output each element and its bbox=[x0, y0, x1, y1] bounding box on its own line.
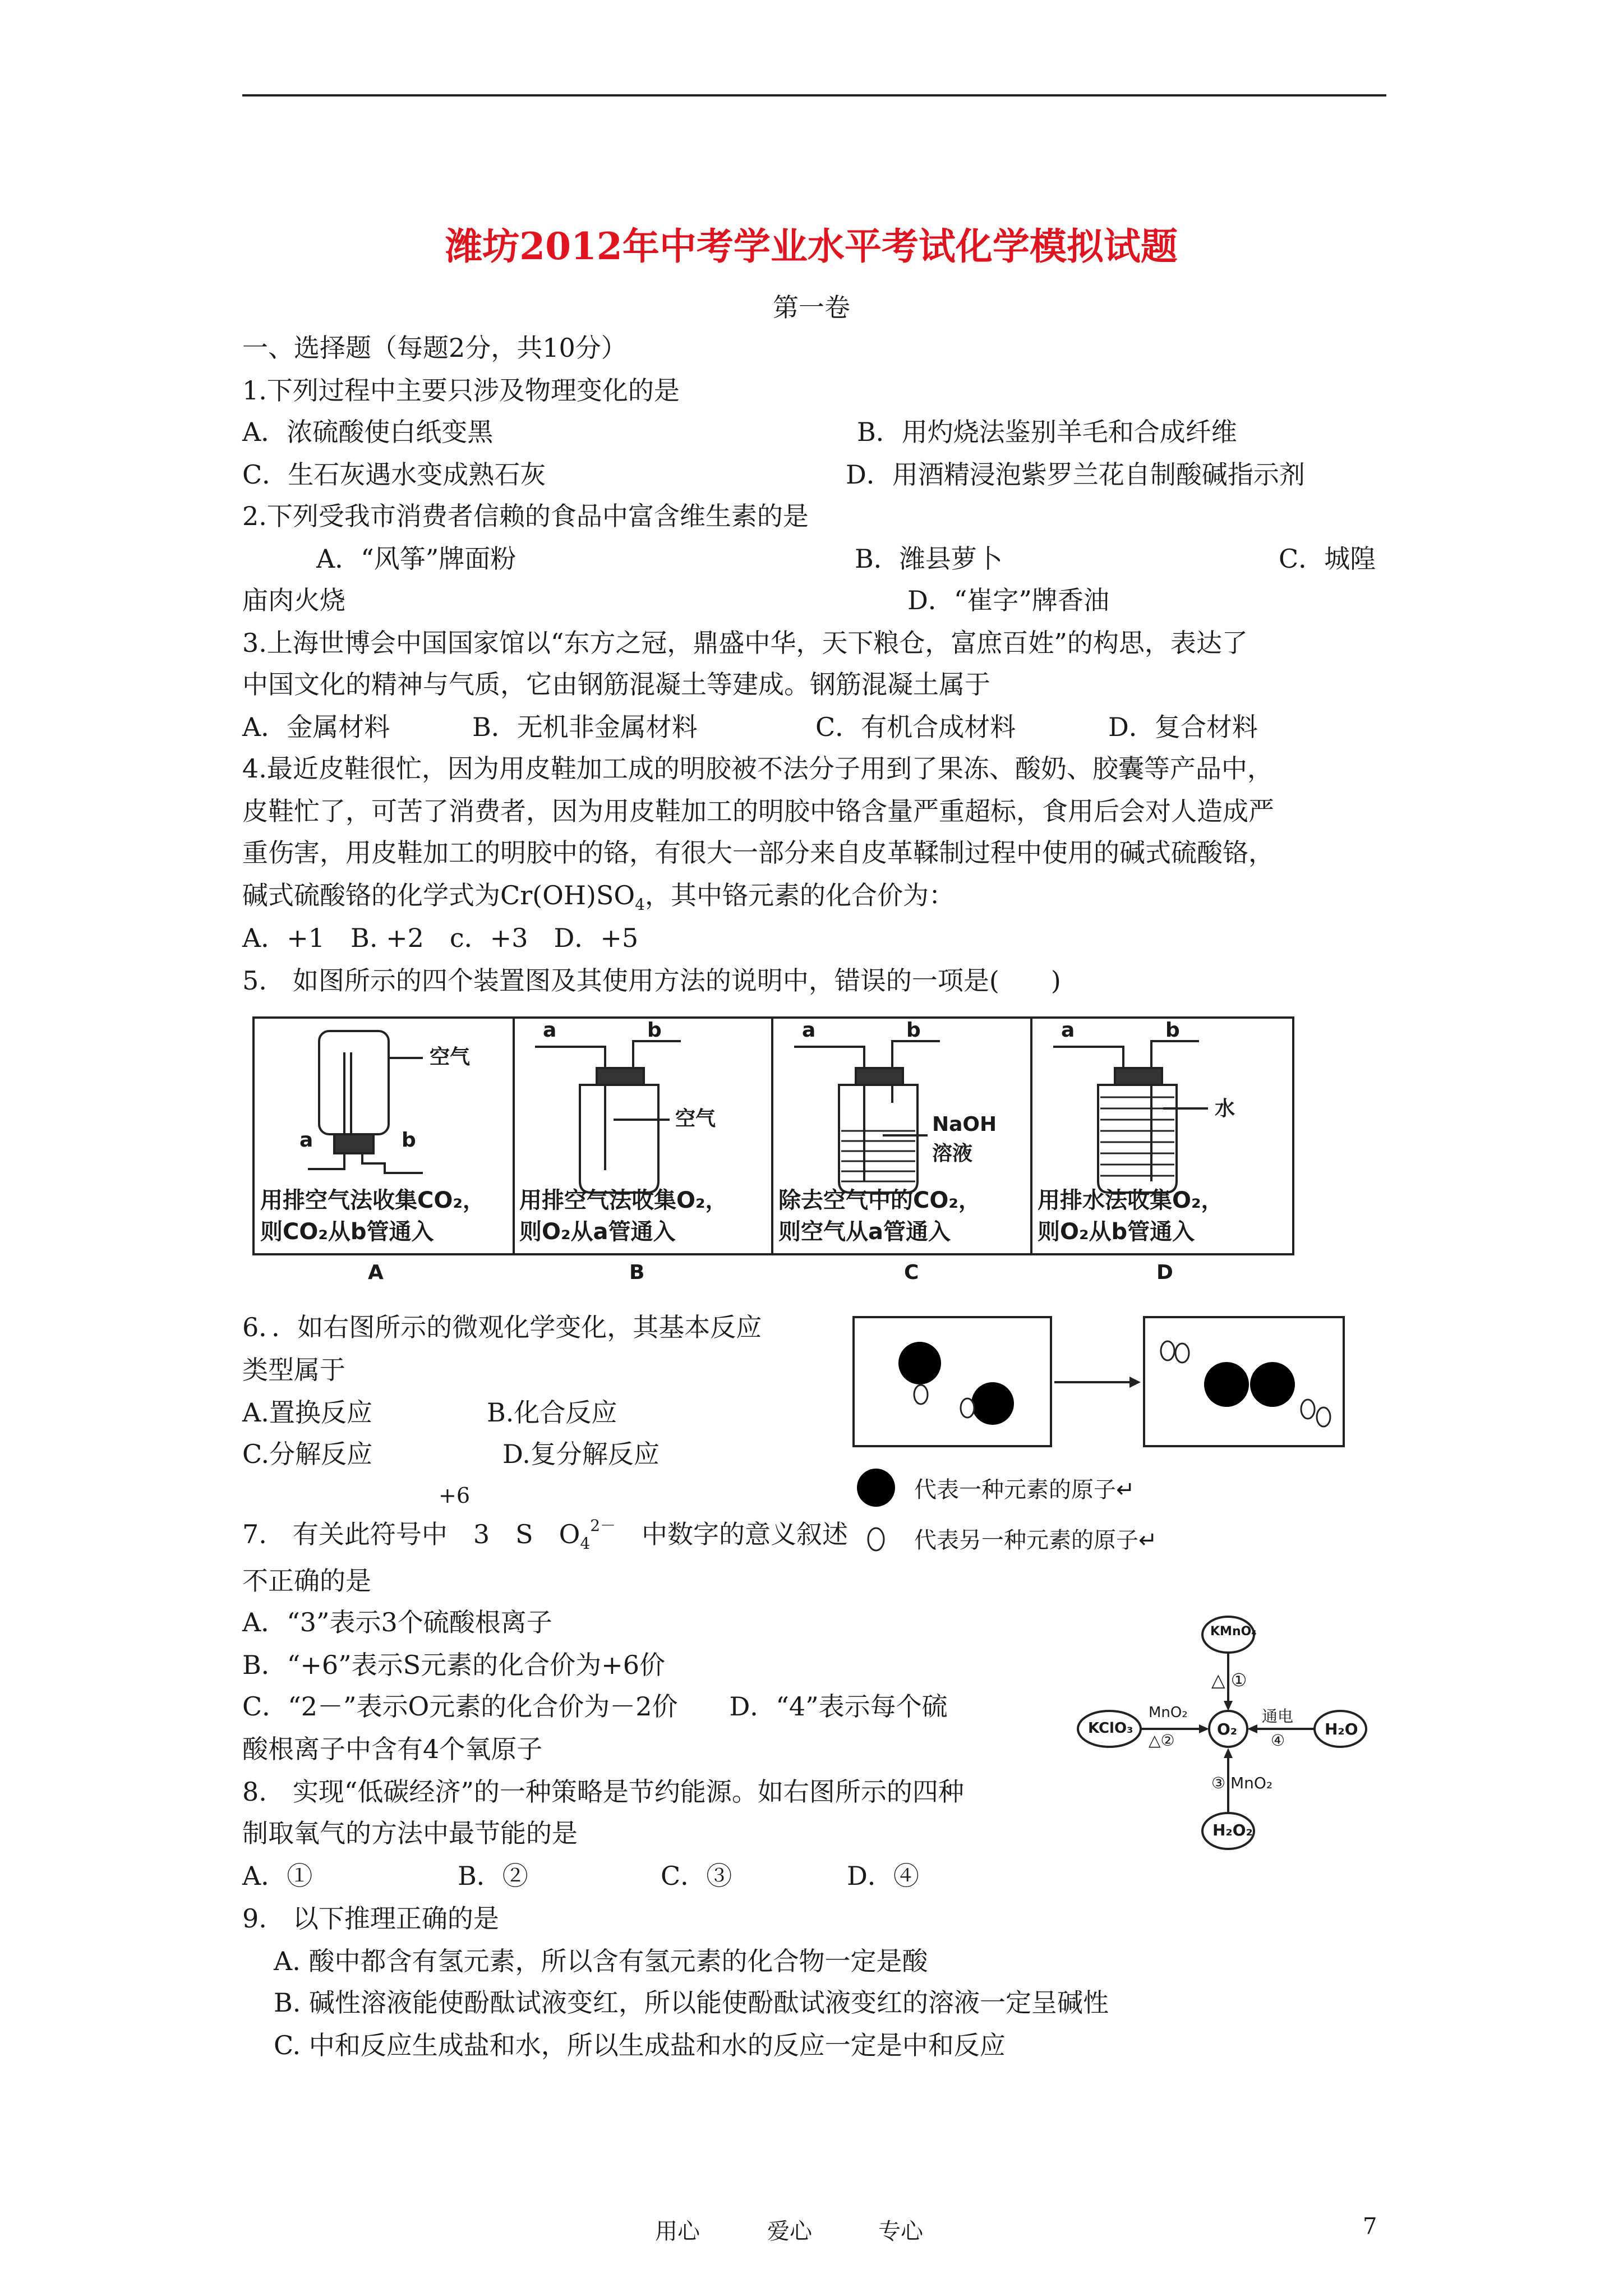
q3-option-a: A．金属材料 bbox=[242, 712, 390, 742]
header-rule bbox=[242, 94, 1386, 96]
route-2-label: △② bbox=[1149, 1731, 1175, 1750]
q6-legend-2: 代表另一种元素的原子↵ bbox=[914, 1527, 1158, 1553]
q4-options: A．+1 B. +2 c．+3 D．+5 bbox=[242, 923, 639, 953]
q8-line2: 制取氧气的方法中最节能的是 bbox=[242, 1818, 578, 1848]
panel-d-letter: D bbox=[1156, 1261, 1173, 1284]
h2o-label: H₂O bbox=[1325, 1720, 1358, 1738]
q1-option-b: B．用灼烧法鉴别羊毛和合成纤维 bbox=[857, 417, 1237, 447]
q2-stem: 2.下列受我市消费者信赖的食品中富含维生素的是 bbox=[242, 501, 809, 531]
q7-option-b: B．“+6”表示S元素的化合价为+6价 bbox=[242, 1650, 665, 1680]
q7-option-c-cont: 酸根离子中含有4个氧原子 bbox=[242, 1734, 543, 1764]
q7-line1 bbox=[242, 1509, 848, 1561]
q6-line2: 类型属于 bbox=[242, 1355, 345, 1385]
footer-left: 用心 bbox=[655, 2219, 700, 2244]
q4-line4-b: ，其中铬元素的化合价为： bbox=[644, 880, 955, 910]
q8-option-d: D．④ bbox=[847, 1861, 919, 1891]
q3-option-b: B．无机非金属材料 bbox=[472, 712, 698, 742]
q7-pre: 7. 有关此符号中 3 S O bbox=[242, 1519, 580, 1549]
q9-option-c: C. 中和反应生成盐和水，所以生成盐和水的反应一定是中和反应 bbox=[274, 2030, 1006, 2060]
q8-option-a: A．① bbox=[242, 1861, 313, 1891]
footer-mid: 爱心 bbox=[767, 2219, 812, 2244]
volume-label: 第一卷 bbox=[773, 292, 850, 323]
panel-b-tube-a: a bbox=[543, 1019, 557, 1042]
panel-b-caption-2: 则O₂从a管通入 bbox=[519, 1219, 676, 1245]
q4-line3: 重伤害，用皮鞋加工的明胶中的铬，有很大一部分来自皮革鞣制过程中使用的碱式硫酸铬， bbox=[242, 838, 1274, 868]
q6-option-d: D.复分解反应 bbox=[502, 1439, 660, 1469]
q9-stem: 9. 以下推理正确的是 bbox=[242, 1903, 499, 1934]
route-4-label: ④ bbox=[1271, 1731, 1285, 1750]
q2-option-c: C．城隍 bbox=[1279, 544, 1376, 574]
q3-option-d: D．复合材料 bbox=[1108, 712, 1258, 742]
q7-valence-above: +6 bbox=[439, 1483, 471, 1508]
q7-line2: 不正确的是 bbox=[242, 1566, 371, 1596]
route-2-catalyst: MnO₂ bbox=[1149, 1704, 1188, 1721]
panel-d-tube-a: a bbox=[1061, 1019, 1075, 1042]
panel-c-caption-1: 除去空气中的CO₂， bbox=[778, 1188, 981, 1213]
q1-stem: 1.下列过程中主要只涉及物理变化的是 bbox=[242, 375, 680, 406]
q8-line1: 8. 实现“低碳经济”的一种策略是节约能源。如右图所示的四种 bbox=[242, 1777, 964, 1807]
panel-b-tube-b: b bbox=[647, 1019, 662, 1042]
q4-line1: 4.最近皮鞋很忙，因为用皮鞋加工成的明胶被不法分子用到了果冻、酸奶、胶囊等产品中， bbox=[242, 753, 1273, 784]
section-heading: 一、选择题（每题2分，共10分） bbox=[242, 333, 627, 363]
q6-legend-1: 代表一种元素的原子↵ bbox=[914, 1477, 1135, 1503]
q7-subscript: 4 bbox=[580, 1534, 591, 1553]
panel-b-caption-1: 用排空气法收集O₂， bbox=[519, 1188, 728, 1213]
panel-c-reagent-1: NaOH bbox=[932, 1113, 997, 1136]
q3-line2: 中国文化的精神与气质，它由钢筋混凝土等建成。钢筋混凝土属于 bbox=[242, 669, 990, 700]
panel-b-gas-label: 空气 bbox=[675, 1107, 716, 1130]
q3-line1: 3.上海世博会中国国家馆以“东方之冠，鼎盛中华，天下粮仓，富庶百姓”的构思，表达了 bbox=[242, 628, 1248, 658]
q8-option-b: B．② bbox=[458, 1861, 528, 1891]
o2-label: O₂ bbox=[1217, 1720, 1238, 1738]
q6-line1: 6．．如右图所示的微观化学变化，其基本反应 bbox=[242, 1312, 762, 1342]
q1-option-d: D．用酒精浸泡紫罗兰花自制酸碱指示剂 bbox=[846, 459, 1305, 490]
panel-d-tube-b: b bbox=[1165, 1019, 1180, 1042]
panel-c-reagent-2: 溶液 bbox=[932, 1142, 973, 1165]
panel-c-tube-b: b bbox=[906, 1019, 921, 1042]
q8-option-c: C．③ bbox=[661, 1861, 732, 1891]
h2o2-label: H₂O₂ bbox=[1212, 1821, 1253, 1839]
q2-option-a: A．“风筝”牌面粉 bbox=[316, 544, 517, 574]
q2-option-c-cont: 庙肉火烧 bbox=[242, 585, 345, 615]
q2-option-d: D．“崔字”牌香油 bbox=[907, 585, 1109, 615]
page-title: 潍坊2012年中考学业水平考试化学模拟试题 bbox=[445, 224, 1178, 268]
route-4-condition: 通电 bbox=[1262, 1707, 1294, 1726]
q5-apparatus-figure bbox=[252, 1016, 1294, 1255]
q9-option-b: B. 碱性溶液能使酚酞试液变红，所以能使酚酞试液变红的溶液一定呈碱性 bbox=[274, 1987, 1109, 2018]
q6-option-c: C.分解反应 bbox=[242, 1439, 373, 1469]
q7-option-a: A．“3”表示3个硫酸根离子 bbox=[242, 1607, 552, 1637]
panel-a-letter: A bbox=[368, 1261, 384, 1284]
q3-option-c: C．有机合成材料 bbox=[815, 712, 1016, 742]
route-3-label: ③ MnO₂ bbox=[1211, 1774, 1273, 1792]
q6-option-a: A.置换反应 bbox=[242, 1397, 372, 1428]
panel-a-tube-a: a bbox=[299, 1129, 313, 1152]
kclo3-label: KClO₃ bbox=[1088, 1720, 1133, 1737]
panel-a-tube-b: b bbox=[402, 1129, 416, 1152]
q4-line4-a: 碱式硫酸铬的化学式为Cr(OH)SO bbox=[242, 880, 635, 910]
panel-a-caption-1: 用排空气法收集CO₂， bbox=[260, 1188, 485, 1213]
panel-b-letter: B bbox=[629, 1261, 645, 1284]
panel-d-caption-1: 用排水法收集O₂， bbox=[1038, 1188, 1224, 1213]
panel-c-tube-a: a bbox=[802, 1019, 816, 1042]
q4-line4 bbox=[242, 878, 955, 922]
q9-option-a: A. 酸中都含有氢元素，所以含有氢元素的化合物一定是酸 bbox=[274, 1946, 928, 1976]
q2-option-b: B．潍县萝卜 bbox=[855, 544, 1003, 574]
panel-c-letter: C bbox=[904, 1261, 919, 1284]
route-1-label: △ ① bbox=[1211, 1669, 1247, 1691]
q7-post: 中数字的意义叙述 bbox=[616, 1519, 849, 1549]
q6-option-b: B.化合反应 bbox=[487, 1397, 617, 1428]
page-number: 7 bbox=[1363, 2214, 1377, 2239]
kmno4-label: KMnO₄ bbox=[1210, 1625, 1257, 1639]
footer-right: 专心 bbox=[878, 2219, 923, 2244]
q5-stem: 5. 如图所示的四个装置图及其使用方法的说明中，错误的一项是( ) bbox=[242, 965, 1061, 996]
q7-superscript: 2－ bbox=[590, 1516, 616, 1535]
q1-option-c: C．生石灰遇水变成熟石灰 bbox=[242, 459, 546, 490]
q6-reaction-diagram bbox=[852, 1316, 1346, 1557]
panel-d-caption-2: 则O₂从b管通入 bbox=[1038, 1219, 1195, 1245]
q1-option-a: A．浓硫酸使白纸变黑 bbox=[242, 417, 494, 447]
panel-a-caption-2: 则CO₂从b管通入 bbox=[260, 1219, 434, 1245]
q4-line2: 皮鞋忙了，可苦了消费者，因为用皮鞋加工的明胶中铬含量严重超标，食用后会对人造成严 bbox=[242, 796, 1274, 826]
q4-subscript: 4 bbox=[635, 895, 645, 914]
panel-a-gas-label: 空气 bbox=[430, 1046, 471, 1069]
q8-oxygen-diagram bbox=[1077, 1616, 1391, 1851]
panel-c-caption-2: 则空气从a管通入 bbox=[778, 1219, 951, 1245]
panel-d-liquid-label: 水 bbox=[1215, 1097, 1235, 1120]
q7-option-c: C．“2－”表示O元素的化合价为－2价 D．“4”表示每个硫 bbox=[242, 1691, 948, 1722]
